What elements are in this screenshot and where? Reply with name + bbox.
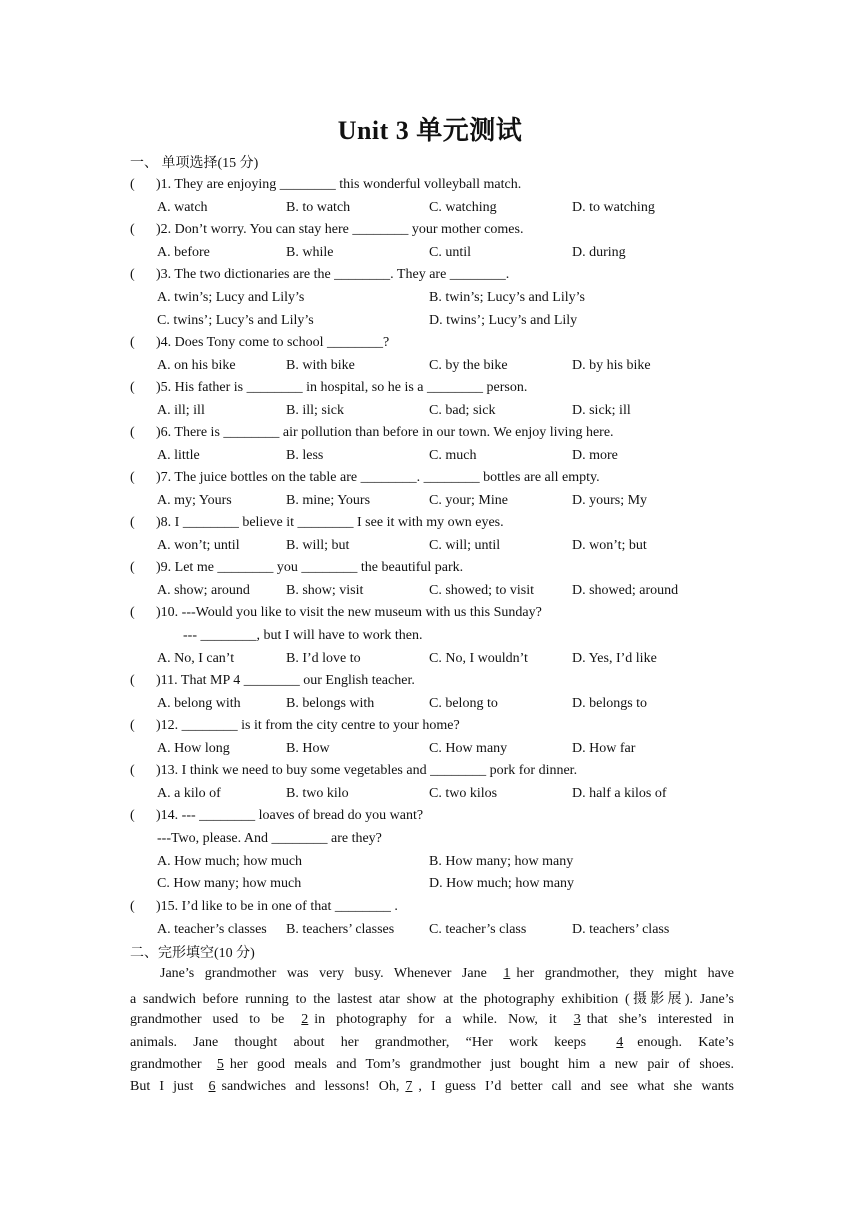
question-text: )3. The two dictionaries are the ________. They are ________. xyxy=(156,267,510,282)
option-c: C. until xyxy=(429,245,472,260)
section-heading-single-choice: 一、 单项选择(15 分) xyxy=(130,156,259,171)
question-stem xyxy=(130,267,750,283)
option-d: D. Yes, I’d like xyxy=(572,651,657,666)
option-a: A. teacher’s classes xyxy=(157,922,267,937)
passage-line: animals. Jane thought about her grandmother, “Her work keeps 4 enough. Kate’s xyxy=(130,1035,734,1050)
question-stem xyxy=(130,763,750,779)
question-stem xyxy=(130,222,750,238)
question-stem xyxy=(130,335,750,351)
cloze-blank: 1 xyxy=(503,966,511,981)
option-c: C. How many xyxy=(429,741,508,756)
question-text: )12. ________ is it from the city centre to your home? xyxy=(156,718,460,733)
option-b: B. twin’s; Lucy’s and Lily’s xyxy=(429,290,585,305)
option-c: C. will; until xyxy=(429,538,501,553)
option-c: C. watching xyxy=(429,200,497,215)
options-row xyxy=(157,290,757,310)
answer-paren: ( xyxy=(130,560,135,575)
question-text: )10. ---Would you like to visit the new museum with us this Sunday? xyxy=(156,605,542,620)
cloze-blank: 2 xyxy=(301,1012,309,1027)
answer-paren: ( xyxy=(130,470,135,485)
options-row xyxy=(157,583,757,603)
passage-line: a sandwich before running to the lastest atar show at the photography exhibition (摄影展). Jane’s xyxy=(130,992,734,1007)
question-followup: ---Two, please. And ________ are they? xyxy=(157,831,382,846)
options-row xyxy=(157,493,757,513)
option-a: A. How much; how much xyxy=(157,854,303,869)
question-text: )15. I’d like to be in one of that ________ . xyxy=(156,899,398,914)
answer-paren: ( xyxy=(130,267,135,282)
options-row xyxy=(157,651,757,671)
option-b: B. mine; Yours xyxy=(286,493,371,508)
question-stem xyxy=(130,605,750,621)
option-d: D. yours; My xyxy=(572,493,648,508)
question-text: )7. The juice bottles on the table are ________. ________ bottles are all empty. xyxy=(156,470,600,485)
options-row xyxy=(157,313,757,333)
answer-paren: ( xyxy=(130,177,135,192)
option-b: B. with bike xyxy=(286,358,355,373)
option-a: A. belong with xyxy=(157,696,241,711)
options-row xyxy=(157,854,757,874)
option-b: B. How xyxy=(286,741,330,756)
question-stem xyxy=(130,380,750,396)
passage-line: Jane’s grandmother was very busy. Whenever Jane 1 her grandmother, they might have xyxy=(160,966,734,981)
option-b: B. two kilo xyxy=(286,786,349,801)
question-text: )5. His father is ________ in hospital, so he is a ________ person. xyxy=(156,380,528,395)
option-d: D. How far xyxy=(572,741,636,756)
question-stem xyxy=(130,808,750,824)
answer-paren: ( xyxy=(130,425,135,440)
option-d: D. during xyxy=(572,245,626,260)
option-a: A. ill; ill xyxy=(157,403,205,418)
option-a: A. show; around xyxy=(157,583,250,598)
option-a: A. watch xyxy=(157,200,208,215)
option-c: C. much xyxy=(429,448,477,463)
options-row xyxy=(157,448,757,468)
question-text: )2. Don’t worry. You can stay here ________ your mother comes. xyxy=(156,222,524,237)
option-b: B. belongs with xyxy=(286,696,375,711)
question-stem xyxy=(130,470,750,486)
question-text: )4. Does Tony come to school ________? xyxy=(156,335,390,350)
answer-paren: ( xyxy=(130,808,135,823)
option-a: A. my; Yours xyxy=(157,493,232,508)
option-a: A. No, I can’t xyxy=(157,651,235,666)
option-c: C. No, I wouldn’t xyxy=(429,651,528,666)
options-row xyxy=(157,245,757,265)
cloze-blank: 4 xyxy=(616,1035,624,1050)
passage-line: grandmother used to be 2 in photography for a while. Now, it 3 that she’s interested in xyxy=(130,1012,734,1027)
options-row xyxy=(157,696,757,716)
answer-paren: ( xyxy=(130,605,135,620)
option-c: C. two kilos xyxy=(429,786,498,801)
question-stem xyxy=(130,177,750,193)
answer-paren: ( xyxy=(130,899,135,914)
options-row xyxy=(157,876,757,896)
option-a: A. a kilo of xyxy=(157,786,221,801)
section-heading-cloze: 二、完形填空(10 分) xyxy=(130,946,255,961)
option-d: D. half a kilos of xyxy=(572,786,667,801)
question-stem xyxy=(130,673,750,689)
options-row xyxy=(157,922,757,942)
option-b: B. ill; sick xyxy=(286,403,344,418)
option-d: D. to watching xyxy=(572,200,655,215)
option-d: D. twins’; Lucy’s and Lily xyxy=(429,313,578,328)
answer-paren: ( xyxy=(130,718,135,733)
question-text: )11. That MP 4 ________ our English teacher. xyxy=(156,673,415,688)
option-a: A. won’t; until xyxy=(157,538,240,553)
answer-paren: ( xyxy=(130,515,135,530)
options-row xyxy=(157,403,757,423)
options-row xyxy=(157,538,757,558)
question-text: )13. I think we need to buy some vegetables and ________ pork for dinner. xyxy=(156,763,578,778)
option-d: D. teachers’ class xyxy=(572,922,670,937)
option-d: D. by his bike xyxy=(572,358,651,373)
option-b: B. will; but xyxy=(286,538,350,553)
answer-paren: ( xyxy=(130,763,135,778)
options-row xyxy=(157,786,757,806)
cloze-blank: 3 xyxy=(573,1012,581,1027)
option-a: A. before xyxy=(157,245,210,260)
question-text: )14. --- ________ loaves of bread do you want? xyxy=(156,808,424,823)
question-text: )9. Let me ________ you ________ the beautiful park. xyxy=(156,560,464,575)
answer-paren: ( xyxy=(130,380,135,395)
option-c: C. teacher’s class xyxy=(429,922,527,937)
answer-paren: ( xyxy=(130,673,135,688)
cloze-blank: 6 xyxy=(208,1079,216,1094)
option-a: A. How long xyxy=(157,741,230,756)
option-a: A. little xyxy=(157,448,200,463)
option-b: B. show; visit xyxy=(286,583,364,598)
options-row xyxy=(157,200,757,220)
option-c: C. belong to xyxy=(429,696,498,711)
passage-line: grandmother 5 her good meals and Tom’s grandmother just bought him a new pair of shoes. xyxy=(130,1057,734,1072)
option-d: D. How much; how many xyxy=(429,876,575,891)
question-text: )1. They are enjoying ________ this wonderful volleyball match. xyxy=(156,177,522,192)
option-b: B. less xyxy=(286,448,324,463)
page-title: Unit 3 单元测试 xyxy=(337,116,523,145)
answer-paren: ( xyxy=(130,222,135,237)
question-text: )6. There is ________ air pollution than before in our town. We enjoy living here. xyxy=(156,425,614,440)
option-c: C. How many; how much xyxy=(157,876,302,891)
cloze-blank: 5 xyxy=(216,1057,224,1072)
question-text: )8. I ________ believe it ________ I see it with my own eyes. xyxy=(156,515,504,530)
option-d: D. won’t; but xyxy=(572,538,647,553)
cloze-blank: 7 xyxy=(405,1079,413,1094)
option-d: D. sick; ill xyxy=(572,403,631,418)
option-b: B. to watch xyxy=(286,200,351,215)
question-stem xyxy=(130,425,750,441)
option-a: A. on his bike xyxy=(157,358,236,373)
option-b: B. I’d love to xyxy=(286,651,361,666)
option-c: C. twins’; Lucy’s and Lily’s xyxy=(157,313,314,328)
option-d: D. belongs to xyxy=(572,696,648,711)
options-row xyxy=(157,741,757,761)
option-c: C. your; Mine xyxy=(429,493,508,508)
option-c: C. bad; sick xyxy=(429,403,496,418)
options-row xyxy=(157,358,757,378)
option-c: C. showed; to visit xyxy=(429,583,535,598)
option-b: B. How many; how many xyxy=(429,854,574,869)
answer-paren: ( xyxy=(130,335,135,350)
question-stem xyxy=(130,899,750,915)
option-b: B. while xyxy=(286,245,334,260)
option-d: D. more xyxy=(572,448,618,463)
passage-line: But I just 6 sandwiches and lessons! Oh, 7 , I guess I’d better call and see what she wants xyxy=(130,1079,734,1094)
question-stem xyxy=(130,560,750,576)
option-b: B. teachers’ classes xyxy=(286,922,395,937)
option-c: C. by the bike xyxy=(429,358,508,373)
question-stem xyxy=(130,718,750,734)
question-stem xyxy=(130,515,750,531)
option-a: A. twin’s; Lucy and Lily’s xyxy=(157,290,305,305)
question-followup: --- ________, but I will have to work then. xyxy=(183,628,423,643)
option-d: D. showed; around xyxy=(572,583,679,598)
